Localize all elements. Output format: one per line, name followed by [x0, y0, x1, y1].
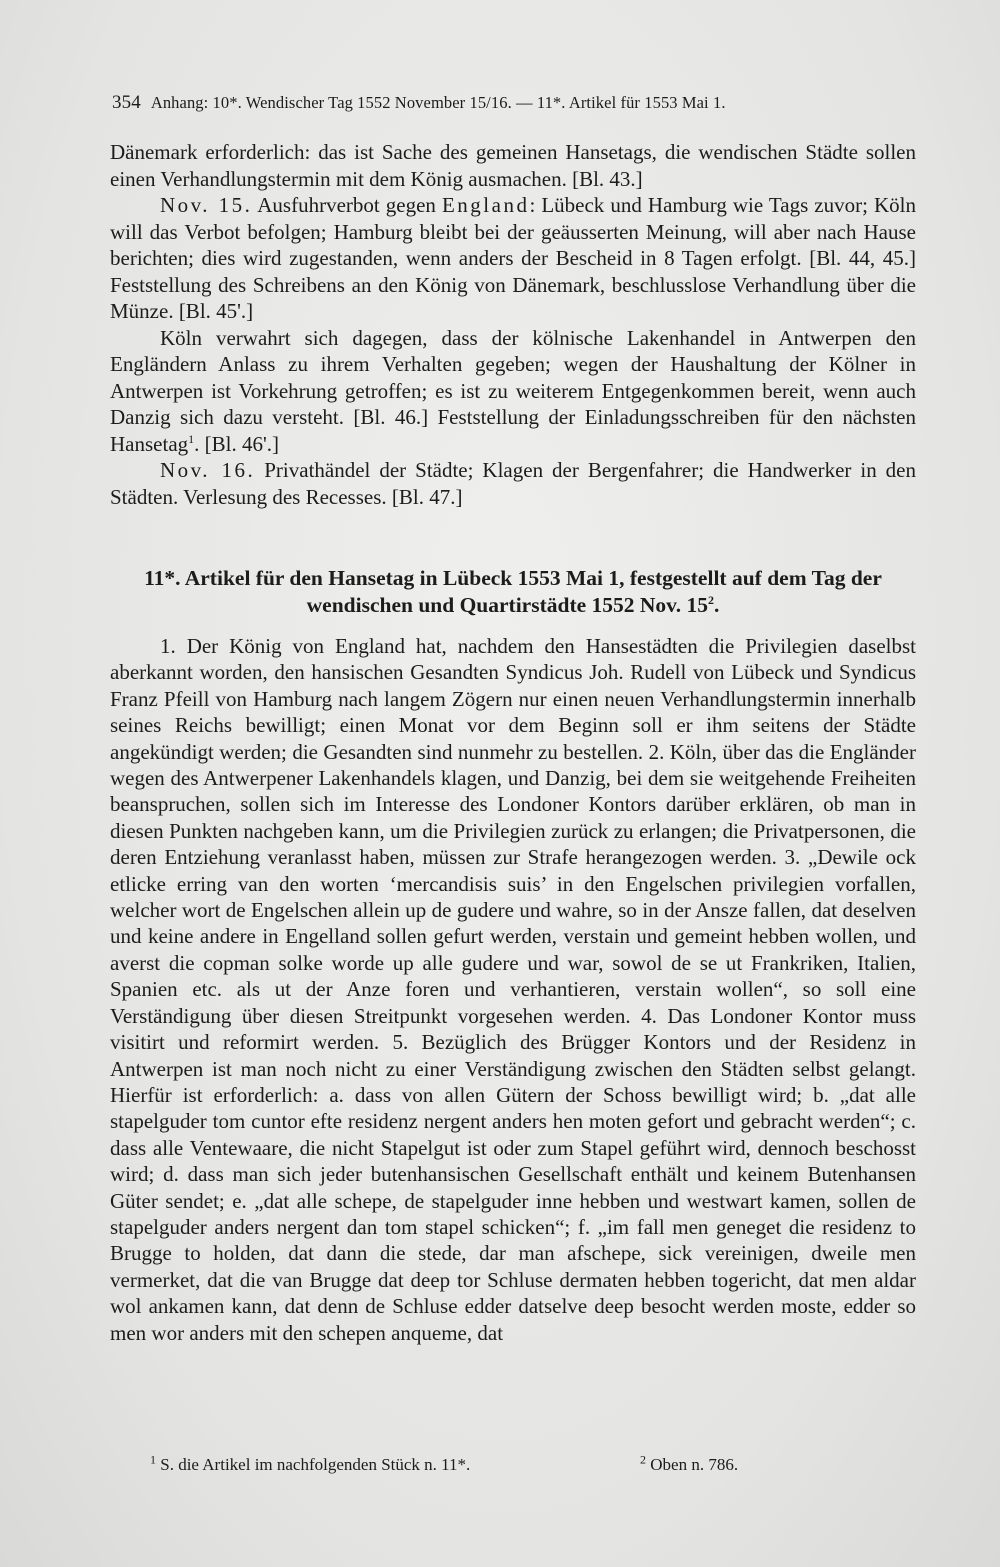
paragraph-text: Ausfuhrverbot gegen: [252, 193, 442, 217]
footnote-text: S. die Artikel im nachfolgenden Stück n. 11*.: [156, 1455, 471, 1474]
paragraph-text: Dänemark erforderlich: das ist Sache des gemeinen Hansetags, die wendischen Städte sollen einen Verhandlungstermin mit dem König ausmachen. [Bl. 43.]: [110, 140, 916, 191]
section-10-body: [110, 139, 916, 510]
heading-text: 11*. Artikel für den Hansetag in Lübeck 1553 Mai 1, festgestellt auf dem Tag der wendischen und Quartirstädte 1552 Nov. 15: [144, 566, 882, 617]
footnote-ref: 2: [708, 592, 714, 607]
paragraph-text: : Lübeck und Hamburg wie Tags zuvor; Köln will das Verbot befolgen; Hamburg bleibt bei der geäusserten Meinung, will aber nach Hause berichten; dies wird zugestanden, wenn anders der Bescheid in 8 Tagen erfolgt. [Bl. 44, 45.] Feststellung des Schreibens an den König von Dänemark, beschlusslose Verhandlung über die Münze. [Bl. 45'.]: [110, 193, 916, 323]
paragraph-koeln: [110, 325, 916, 458]
running-head-title: Anhang: 10*. Wendischer Tag 1552 November 15/16. — 11*. Artikel für 1553 Mai 1.: [150, 93, 726, 112]
paragraph-text: 1. Der König von England hat, nachdem den Hansestädten die Privilegien daselbst aberkannt worden, den hansischen Gesandten Syndicus Joh. Rudell von Lübeck und Syndicus Franz Pfeill von Hamburg nach langem Zögern nur einen neuen Verhandlungstermin innerhalb seines Reichs bewilligt; einen Monat vor dem Beginn soll er ihm seitens der Städte angekündigt werden; die Gesandten sind nunmehr zu bestellen. 2. Köln, über das die Engländer wegen des Antwerpener Lakenhandels klagen, und Danzig, bei dem sie weitgehende Freiheiten beanspruchen, sollen sich im Interesse des Londoner Kontors darüber erklären, ob man in diesen Punkten nachgeben kann, um die Privilegien zurück zu erlangen; die Privatpersonen, die deren Entziehung veranlasst haben, müssen zur Strafe herangezogen werden. 3. „Dewile ock etlicke erring van den worten ‘mercandisis suis’ in den Engelschen privilegien vorfallen, welcher wort de Engelschen allein up de gudere und wahre, so in der Ansze fallen, dat deselven und keine andere in Engelland sollen gefurt werden, verstain und gemeint hebben wollen, und averst die copman solke worde up alle gudere und war, sowol de se ut Frankriken, Italien, Spanien etc. als ut der Anze foren und verhantieren, verstain wollen“, so soll eine Verständigung über diesen Streitpunkt vorgesehen werden. 4. Das Londoner Kontor muss visitirt und reformirt werden. 5. Bezüglich des Brügger Kontors und der Residenz in Antwerpen ist man noch nicht zu einer Verständigung zwischen den Städten selbst gelangt. Hierfür ist erforderlich: a. dass von allen Gütern der Schoss bewilligt wird; b. „dat alle stapelguder tom cuntor efte residenz nergent anders hen moten gefort und gebracht werden“; c. dass alle Ventewaare, die nicht Stapelgut ist oder zum Stapel geführt wird, dennoch beschosst wird; d. dass man sich jeder butenhansischen Gesellschaft enthält und keinem Butenhansen Güter sendet; e. „dat alle schepe, de stapelguder inne hebben und westwart kamen, sollen de stapelguder anders nergent dan tom stapel schicken“; f. „im fall men geneget die residenz to Brugge to holden, dat dann die stede, dar man afschepe, sick vereinigen, dweile men vermerket, dat die van Brugge dat deep tor Schluse dermaten hebben togericht, dat men aldar wol ankamen kann, dat denn de Schluse edder datselve deep besocht werden moste, edder so men wor anders mit den schepen anqueme, dat: [110, 634, 916, 1345]
footnote-2: [640, 1452, 739, 1475]
footnote-mark: 1: [150, 1452, 156, 1467]
footnote-ref: 1: [188, 431, 195, 446]
paragraph-text: Köln verwahrt sich dagegen, dass der kölnische Lakenhandel in Antwerpen den Engländern Anlass zu ihrem Verhalten gegeben; wegen der Haushaltung der Kölner in Antwerpen ist Vorkehrung getroffen; es ist zu weiterem Entgegenkommen bereit, wenn auch Danzig sich dazu versteht. [Bl. 46.] Feststellung der Einladungsschreiben für den nächsten Hansetag: [110, 325, 916, 456]
date-label: Nov. 15.: [160, 193, 253, 217]
page-number: 354: [112, 92, 141, 113]
paragraph-nov-16: [110, 457, 916, 510]
section-11-body: [110, 633, 916, 1346]
footnote-mark: 2: [640, 1452, 646, 1467]
footnote-1: [150, 1452, 471, 1475]
running-head: [112, 92, 902, 114]
paragraph-nov-15: [110, 192, 916, 325]
heading-end: .: [714, 593, 720, 617]
paragraph-continuation: [110, 139, 916, 192]
footnote-text: Oben n. 786.: [646, 1455, 739, 1474]
date-label: Nov. 16.: [160, 458, 256, 482]
section-heading: [110, 565, 916, 619]
paragraph-articles: [110, 633, 916, 1346]
paragraph-text: Privathändel der Städte; Klagen der Bergenfahrer; die Handwerker in den Städten. Verlesung des Recesses. [Bl. 47.]: [110, 458, 916, 509]
spaced-name: England: [441, 193, 530, 217]
paragraph-text: . [Bl. 46'.]: [194, 431, 280, 456]
